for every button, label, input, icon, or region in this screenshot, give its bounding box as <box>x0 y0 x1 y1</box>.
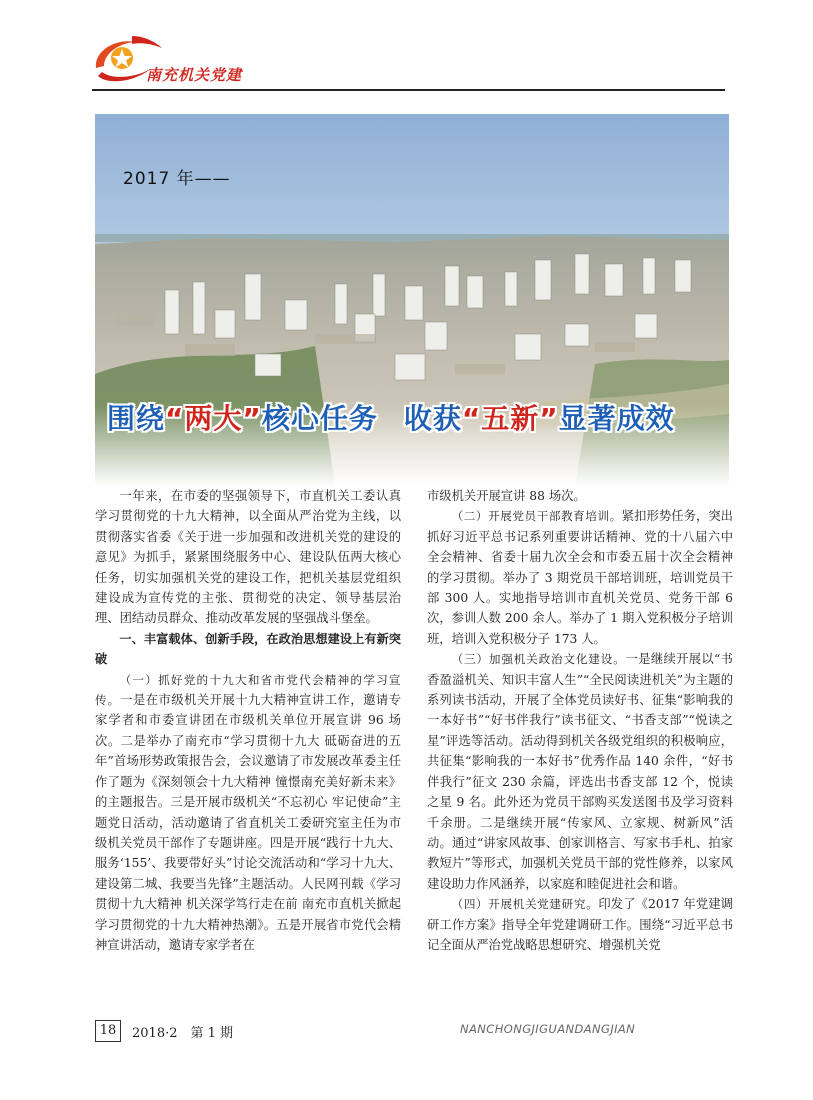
sub1-paragraph <box>95 670 401 956</box>
page-footer <box>0 1018 813 1048</box>
sub2-paragraph <box>427 506 733 649</box>
intro-paragraph: 一年来，在市委的坚强领导下，市直机关工委认真学习贯彻党的十九大精神，以全面从严治党为主线，以贯彻落实省委《关于进一步加强和改进机关党的建设的意见》为抓手，紧紧围绕服务中心、建设队伍两大核心任务，切实加强机关党的建设工作，把机关基层党组织建设成为宣传党的主张、贯彻党的决定、领导基层治理、团结动员群众、推动改革发展的坚强战斗堡垒。 <box>95 489 401 626</box>
sub4-paragraph <box>427 894 733 955</box>
issue-label: 2018·2 第 1 期 <box>132 1026 234 1041</box>
sub3-heading: （三）加强机关政治文化建设。 <box>451 652 626 667</box>
sub1-body: 一是在市级机关开展十九大精神宣讲工作，邀请专家学者和市委宣讲团在市级机关单位开展宣讲 96 场次。二是举办了南充市“学习贯彻十九大 砥砺奋进的五年”首场形势政策报告会，会议邀请了市发展改革委主任作了题为《深刻领会十九大精神 憧憬南充美好新未来》的主题报告。三是开展市级机关“不忘初心 牢记使命”主题党日活动，活动邀请了省直机关工委研究室主任为市级机关党员干部作了专题讲座。四是开展“践行十九大、服务‘155’、我要带好头”讨论交流活动和“学习十九大、建设第二城、我要当先锋”主题活动。人民网刊载《学习贯彻十九大精神 机关深学笃行走在前 南充市直机关掀起学习贯彻党的十九大精神热潮》。五是开展省市党代会精神宣讲活动，邀请专家学者在 <box>95 693 401 952</box>
continued-paragraph: 市级机关开展宣讲 88 场次。 <box>427 489 586 503</box>
banner-year: 2017 年—— <box>123 169 231 189</box>
header-divider <box>92 89 725 91</box>
sub2-heading: （二）开展党员干部教育培训。 <box>451 509 622 524</box>
headline-highlight1: “两大” <box>165 402 262 435</box>
sub3-paragraph <box>427 649 733 894</box>
footer-english-title: NANCHONGJIGUANDANGJIAN <box>460 1022 636 1036</box>
headline-part1: 围绕 <box>107 402 166 435</box>
sub2-body: 紧扣形势任务，突出抓好习近平总书记系列重要讲话精神、党的十八届六中全会精神、省委十届九次全会和市委五届十次全会精神的学习贯彻。举办了 3 期党员干部培训班，培训党员干部 300 人。实地指导培训市直机关党员、党务干部 6 次，参训人数 200 余人。举办了 1 期入党积极分子培训班，培训入党积极分子 173 人。 <box>427 509 733 646</box>
sub1-heading: （一）抓好党的十九大和省市党代会精神的学习宣传。 <box>95 672 401 708</box>
right-column <box>427 486 733 955</box>
sub4-body: 印发了《2017 年党建调研工作方案》指导全年党建调研工作。围绕“习近平总书记全面从严治党战略思想研究、增强机关党 <box>427 897 733 952</box>
headline-part2: 核心任务 <box>261 402 378 435</box>
headline-highlight2: “五新” <box>461 402 559 435</box>
article-headline <box>107 397 675 437</box>
brand-title: 南充机关党建 <box>146 66 243 84</box>
sub3-body: 一是继续开展以“书香盈溢机关、知识丰富人生”“全民阅读进机关”为主题的系列读书活动，开展了全体党员读好书、征集“影响我的一本好书”“好书伴我行”读书征文、“书香支部”“悦读之星”评选等活动。活动得到机关各级党组织的积极响应，共征集“影响我的一本好书”优秀作品 140 余件，“好书伴我行”征文 230 余篇，评选出书香支部 12 个，悦读之星 9 名。此外还为党员干部购买发送图书及学习资料千余册。二是继续开展“传家风、立家规、树新风”活动。通过“讲家风故事、创家训格言、写家书手札、拍家教短片”等形式，加强机关党员干部的党性修养，以家风建设助力作风涵养，以家庭和睦促进社会和谐。 <box>427 652 733 891</box>
left-column <box>95 486 401 955</box>
headline-part4: 显著成效 <box>558 402 675 435</box>
headline-part3: 收获 <box>403 402 462 435</box>
page-number: 18 <box>95 1020 121 1042</box>
section-heading: 一、丰富载体、创新手段，在政治思想建设上有新突破 <box>95 631 401 667</box>
banner-image <box>95 114 729 486</box>
page-header <box>0 0 813 95</box>
sub4-heading: （四）开展机关党建研究。 <box>451 897 599 912</box>
